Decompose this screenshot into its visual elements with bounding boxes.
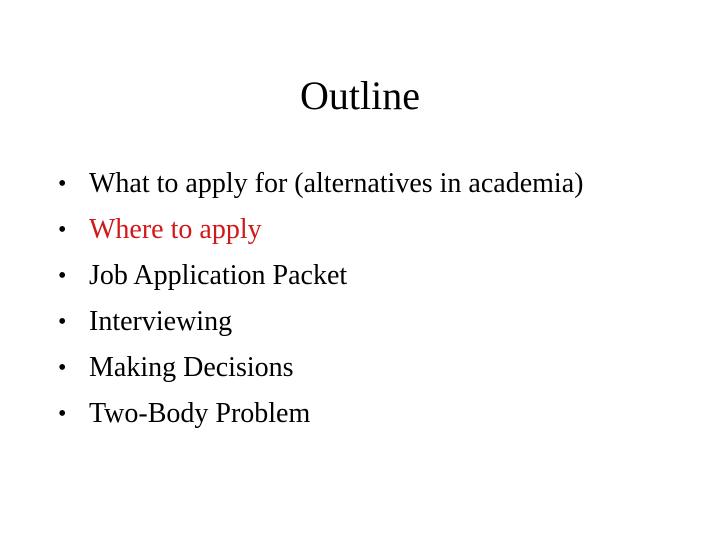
bullet-icon: • bbox=[58, 309, 67, 335]
bullet-text: Two-Body Problem bbox=[89, 398, 311, 429]
bullet-text: Job Application Packet bbox=[89, 260, 348, 291]
bullet-icon: • bbox=[58, 171, 67, 197]
bullet-icon: • bbox=[58, 401, 67, 427]
bullet-item-two-body-problem bbox=[0, 391, 720, 437]
bullet-item-job-application-packet bbox=[0, 253, 720, 299]
bullet-icon: • bbox=[58, 217, 67, 243]
bullet-item-interviewing bbox=[0, 299, 720, 345]
bullet-text: Interviewing bbox=[89, 306, 233, 337]
bullet-list bbox=[0, 161, 720, 437]
bullet-text: What to apply for (alternatives in academia) bbox=[89, 168, 584, 199]
bullet-text: Making Decisions bbox=[89, 352, 294, 383]
slide-title: Outline bbox=[300, 73, 420, 118]
bullet-icon: • bbox=[58, 263, 67, 289]
bullet-item-where-to-apply bbox=[0, 207, 720, 253]
bullet-icon: • bbox=[58, 355, 67, 381]
bullet-text: Where to apply bbox=[89, 214, 262, 245]
bullet-item-what-to-apply-for bbox=[0, 161, 720, 207]
bullet-item-making-decisions bbox=[0, 345, 720, 391]
